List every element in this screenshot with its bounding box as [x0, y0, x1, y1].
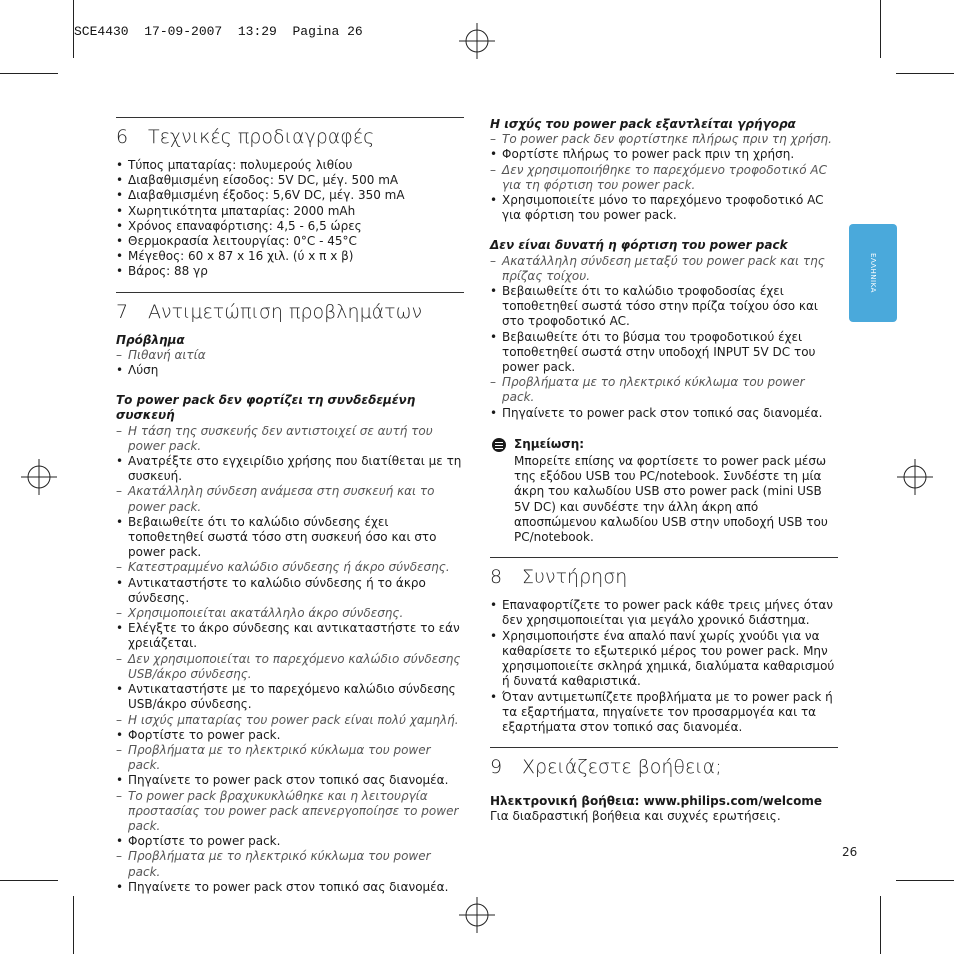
crop-mark: [880, 896, 881, 954]
header-page-label: Pagina 26: [292, 24, 363, 39]
help-text: Για διαδραστική βοήθεια και συχνές ερωτήσεις.: [490, 809, 781, 824]
problem-solution: • Βεβαιωθείτε ότι το καλώδιο σύνδεσης έχει τοποθετηθεί σωστά τόσο στη συσκευή όσο και στο power pack.: [116, 515, 464, 561]
crop-mark: [896, 73, 954, 74]
problem-solution: • Βεβαιωθείτε ότι το καλώδιο τροφοδοσίας έχει τοποθετηθεί σωστά τόσο στην πρίζα τοίχου όσο και στο τροφοδοτικό AC.: [490, 284, 838, 330]
section-number: 8: [490, 566, 503, 589]
problem-solution: • Πηγαίνετε το power pack στον τοπικό σας διανομέα.: [116, 773, 464, 788]
crop-mark: [896, 880, 954, 881]
legend-solution: • Λύση: [116, 363, 464, 378]
note-body: Μπορείτε επίσης να φορτίσετε το power pack μέσω της εξόδου USB του PC/notebook. Συνδέστε τη μία άκρη του καλωδίου USB στο power pack (mini USB 5V DC) και συνδέστε την άλλη άκρη από αποσπώμενου καλωδίου USB στην υποδοχή USB του PC/notebook.: [514, 454, 828, 545]
registration-mark-icon: [459, 897, 495, 933]
problem-cause: – Ακατάλληλη σύνδεση μεταξύ του power pack και της πρίζας τοίχου.: [490, 254, 838, 284]
list-item: • Τύπος μπαταρίας: πολυμερούς λιθίου: [116, 158, 464, 173]
crop-mark: [0, 73, 58, 74]
problem-cause: – Κατεστραμμένο καλώδιο σύνδεσης ή άκρο σύνδεσης.: [116, 560, 464, 575]
list-item: • Χρησιμοποιήστε ένα απαλό πανί χωρίς χνούδι για να καθαρίσετε το εξωτερικό μέρος του power pack. Μην χρησιμοποιείτε σκληρά χημικά, διαλύματα καθαρισμού ή δυνατά καθαριστικά.: [490, 629, 838, 690]
problem-solution: • Βεβαιωθείτε ότι το βύσμα του τροφοδοτικού έχει τοποθετηθεί σωστά στην υποδοχή INPUT 5V DC του power pack.: [490, 330, 838, 376]
header-file: SCE4430: [74, 24, 129, 39]
problem-cause: – Το power pack δεν φορτίστηκε πλήρως πριν τη χρήση.: [490, 132, 838, 147]
section-heading-troubleshooting: [116, 292, 464, 323]
problem-cause: – Χρησιμοποιείται ακατάλληλο άκρο σύνδεσης.: [116, 606, 464, 621]
problem-cause: – Δεν χρησιμοποιείται το παρεχόμενο καλώδιο σύνδεσης USB/άκρο σύνδεσης.: [116, 652, 464, 682]
problem-cause: – Δεν χρησιμοποιήθηκε το παρεχόμενο τροφοδοτικό AC για τη φόρτιση του power pack.: [490, 163, 838, 193]
crop-mark: [880, 0, 881, 58]
problem-solution: • Ανατρέξτε στο εγχειρίδιο χρήσης που διατίθεται με τη συσκευή.: [116, 454, 464, 484]
print-header: [74, 24, 363, 39]
note-block: [490, 437, 838, 545]
registration-mark-icon: [459, 23, 495, 59]
list-item: • Χωρητικότητα μπαταρίας: 2000 mAh: [116, 204, 464, 219]
right-column: [490, 117, 838, 825]
specs-list: [116, 158, 464, 280]
section-title: Χρειάζεστε βοήθεια;: [522, 756, 722, 779]
problem-solution: • Φορτίστε πλήρως το power pack πριν τη χρήση.: [490, 147, 838, 162]
problem-title: Δεν είναι δυνατή η φόρτιση του power pack: [490, 238, 788, 253]
language-tab: [849, 224, 897, 322]
crop-mark: [0, 880, 58, 881]
problem-cause: – Προβλήματα με το ηλεκτρικό κύκλωμα του power pack.: [490, 375, 838, 405]
list-item: • Όταν αντιμετωπίζετε προβλήματα με το power pack ή τα εξαρτήματα, πηγαίνετε τον προσαρμογέα και τα εξαρτήματα στον τοπικό σας διανομέα.: [490, 690, 838, 736]
section-number: 9: [490, 756, 503, 779]
problem-solution: • Πηγαίνετε το power pack στον τοπικό σας διανομέα.: [490, 406, 838, 421]
problem-solution: • Ελέγξτε το άκρο σύνδεσης και αντικαταστήστε το εάν χρειάζεται.: [116, 621, 464, 651]
section-heading-specs: [116, 117, 464, 148]
section-number: 6: [116, 126, 129, 148]
section-title: Αντιμετώπιση προβλημάτων: [148, 300, 423, 323]
section-heading-maintenance: [490, 557, 838, 588]
problem-solution: • Χρησιμοποιείτε μόνο το παρεχόμενο τροφοδοτικό AC για φόρτιση του power pack.: [490, 193, 838, 223]
list-item: • Διαβαθμισμένη έξοδος: 5,6V DC, μέγ. 350 mA: [116, 188, 464, 203]
problem-cause: – Η τάση της συσκευής δεν αντιστοιχεί σε αυτή του power pack.: [116, 424, 464, 454]
list-item: • Βάρος: 88 γρ: [116, 264, 464, 279]
problem-cause: – Ακατάλληλη σύνδεση ανάμεσα στη συσκευή και το power pack.: [116, 484, 464, 514]
list-item: • Μέγεθος: 60 x 87 x 16 χιλ. (ύ x π x β): [116, 249, 464, 264]
legend-cause: – Πιθανή αιτία: [116, 348, 464, 363]
legend-problem: Πρόβλημα: [116, 332, 185, 347]
problem-cause: – Το power pack βραχυκυκλώθηκε και η λειτουργία προστασίας του power pack απενεργοποίησε το power pack.: [116, 789, 464, 835]
header-time: 13:29: [237, 24, 277, 39]
problem-title: Η ισχύς του power pack εξαντλείται γρήγορα: [490, 117, 796, 131]
note-title: Σημείωση:: [514, 436, 585, 451]
problem-cause: – Προβλήματα με το ηλεκτρικό κύκλωμα του power pack.: [116, 849, 464, 879]
problem-solution: • Αντικαταστήστε το καλώδιο σύνδεσης ή το άκρο σύνδεσης.: [116, 576, 464, 606]
section-title: Τεχνικές προδιαγραφές: [148, 126, 375, 148]
crop-mark: [73, 896, 74, 954]
problem-solution: • Φορτίστε το power pack.: [116, 728, 464, 743]
problem-cause: – Προβλήματα με το ηλεκτρικό κύκλωμα του power pack.: [116, 743, 464, 773]
section-number: 7: [116, 300, 129, 323]
section-heading-help: [490, 747, 838, 778]
problem-cause: – Η ισχύς μπαταρίας του power pack είναι πολύ χαμηλή.: [116, 713, 464, 728]
list-item: • Θερμοκρασία λειτουργίας: 0°C - 45°C: [116, 234, 464, 249]
maintenance-list: [490, 598, 838, 735]
problem-solution: • Αντικαταστήστε με το παρεχόμενο καλώδιο σύνδεσης USB/άκρο σύνδεσης.: [116, 682, 464, 712]
problem-title: Το power pack δεν φορτίζει τη συνδεδεμένη συσκευή: [116, 393, 416, 423]
language-tab-label: ΕΛΛΗΝΙΚΑ: [869, 253, 877, 293]
help-link-label: Ηλεκτρονική βοήθεια: www.philips.com/welcome: [490, 794, 823, 809]
registration-mark-icon: [897, 459, 933, 495]
left-column: [116, 117, 464, 895]
problem-solution: • Πηγαίνετε το power pack στον τοπικό σας διανομέα.: [116, 880, 464, 895]
page-number: 26: [842, 845, 858, 859]
list-item: • Διαβαθμισμένη είσοδος: 5V DC, μέγ. 500 mA: [116, 173, 464, 188]
list-item: • Χρόνος επαναφόρτισης: 4,5 - 6,5 ώρες: [116, 219, 464, 234]
section-title: Συντήρηση: [522, 566, 628, 589]
registration-mark-icon: [21, 459, 57, 495]
crop-mark: [73, 0, 74, 58]
problem-solution: • Φορτίστε το power pack.: [116, 834, 464, 849]
list-item: • Επαναφορτίζετε το power pack κάθε τρεις μήνες όταν δεν χρησιμοποιείται για μεγάλο χρονικό διάστημα.: [490, 598, 838, 628]
note-icon: [492, 438, 506, 452]
header-date: 17-09-2007: [144, 24, 223, 39]
